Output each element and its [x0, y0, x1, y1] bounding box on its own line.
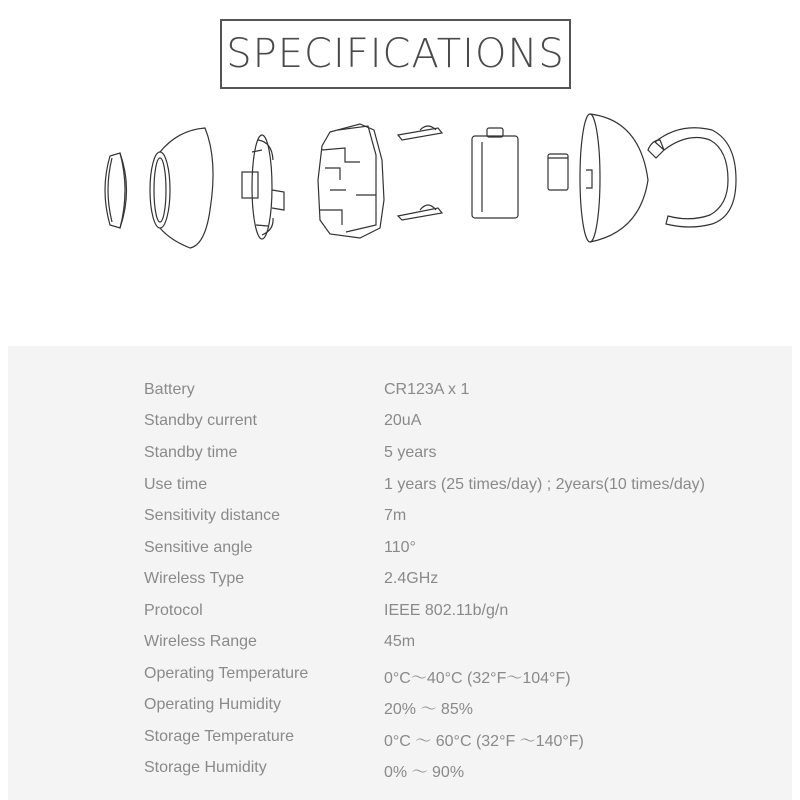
- spec-row-sensitivity-distance: [8, 507, 792, 537]
- rear-shell-icon: [580, 114, 648, 242]
- spec-row-operating-humidity: [8, 696, 792, 726]
- spec-row-use-time: [8, 476, 792, 506]
- spec-label: Standby current: [144, 412, 257, 429]
- circuit-board-icon: [242, 135, 284, 239]
- spec-value: 0% ～ 90%: [384, 764, 465, 781]
- spec-label: Sensitive angle: [144, 539, 253, 556]
- spec-value: CR123A x 1: [384, 381, 470, 398]
- mounting-bracket-icon: [648, 128, 736, 227]
- spec-label: Wireless Type: [144, 570, 245, 587]
- spec-row-standby-time: [8, 444, 792, 474]
- spec-row-sensitive-angle: [8, 539, 792, 569]
- spec-label: Storage Humidity: [144, 759, 267, 776]
- spec-label: Battery: [144, 381, 195, 398]
- spec-label: Operating Humidity: [144, 696, 281, 713]
- battery-contact-icon: [398, 126, 442, 220]
- spec-label: Sensitivity distance: [144, 507, 281, 524]
- spec-label: Use time: [144, 476, 208, 493]
- spec-row-wireless-range: [8, 633, 792, 663]
- page-title: SPECIFICATIONS: [226, 31, 565, 77]
- spec-panel: [8, 346, 792, 800]
- battery-holder-icon: [318, 124, 384, 238]
- spec-label: Operating Temperature: [144, 665, 309, 682]
- spec-value: 5 years: [384, 444, 437, 461]
- spec-value: 110°: [384, 539, 416, 556]
- exploded-diagram: [0, 100, 800, 260]
- spec-row-protocol: [8, 602, 792, 632]
- spec-value: 0°C～40°C (32°F～104°F): [384, 670, 571, 687]
- cr123a-battery-icon: [472, 128, 518, 218]
- spec-value: 1 years (25 times/day) ; 2years(10 times/day): [384, 476, 706, 493]
- spec-value: 2.4GHz: [384, 570, 439, 587]
- spec-label: Standby time: [144, 444, 238, 461]
- spec-label: Protocol: [144, 602, 203, 619]
- spec-value: 20uA: [384, 412, 422, 429]
- dome-cover-icon: [150, 128, 213, 248]
- spec-row-battery: [8, 381, 792, 411]
- spec-label: Storage Temperature: [144, 728, 295, 745]
- spec-value: IEEE 802.11b/g/n: [384, 602, 509, 619]
- specifications-title-box: [220, 19, 571, 89]
- spec-value: 7m: [384, 507, 407, 524]
- spec-value: 20% ～ 85%: [384, 701, 473, 718]
- spec-row-standby-current: [8, 412, 792, 442]
- front-lens-icon: [105, 153, 127, 228]
- spec-row-storage-temperature: [8, 728, 792, 758]
- spec-row-storage-humidity: [8, 759, 792, 789]
- spec-row-wireless-type: [8, 570, 792, 600]
- spec-value: 45m: [384, 633, 416, 650]
- spec-value: 0°C ～ 60°C (32°F ～140°F): [384, 733, 584, 750]
- spacer-cylinder-icon: [548, 154, 568, 190]
- spec-row-operating-temperature: [8, 665, 792, 695]
- spec-label: Wireless Range: [144, 633, 257, 650]
